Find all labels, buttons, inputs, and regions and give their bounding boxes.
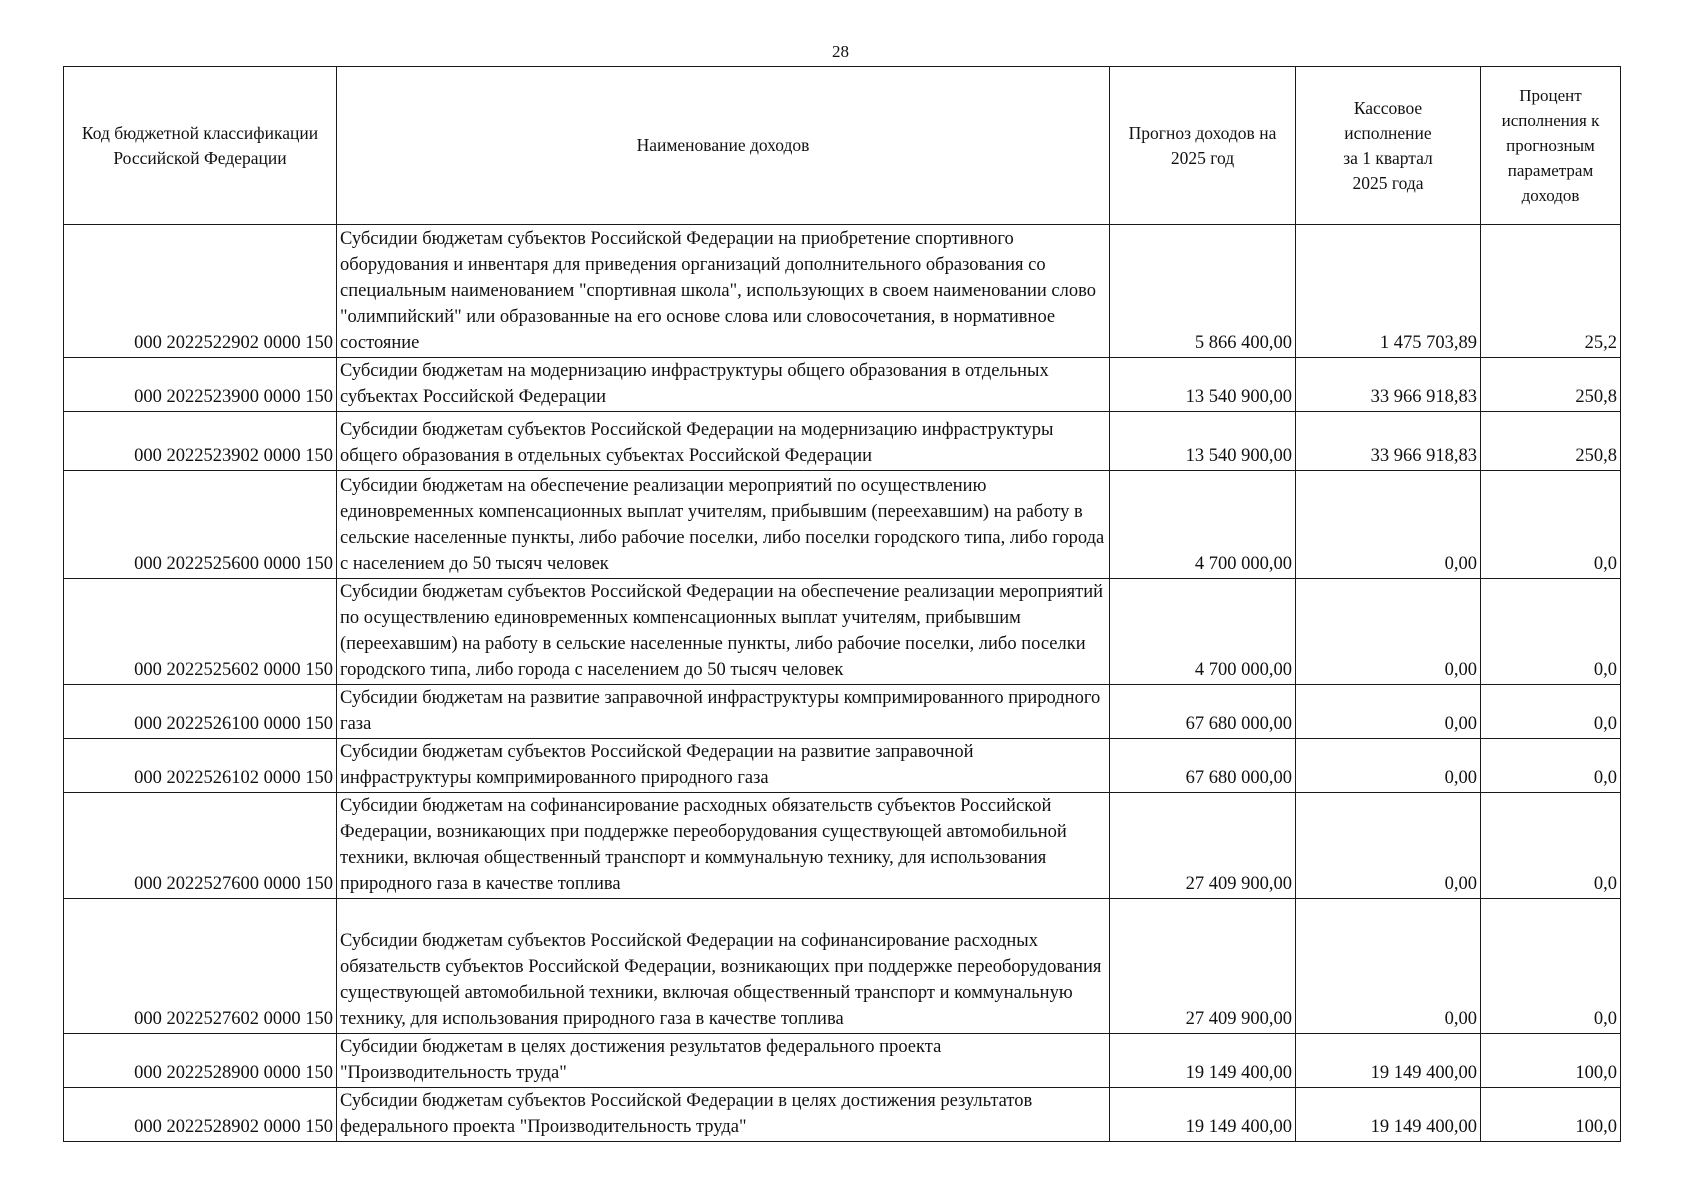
execution-cell: 0,00 xyxy=(1296,739,1481,793)
percent-cell: 100,0 xyxy=(1481,1034,1621,1088)
execution-cell: 1 475 703,89 xyxy=(1296,225,1481,358)
execution-cell: 0,00 xyxy=(1296,579,1481,685)
name-cell: Субсидии бюджетам на софинансирование расходных обязательств субъектов Российской Федерации, возникающих при поддержке переоборудования существующей автомобильной техники, включая общественный транспорт и коммунальную технику, для использования природного газа в качестве топлива xyxy=(337,793,1110,899)
execution-cell: 19 149 400,00 xyxy=(1296,1034,1481,1088)
table-row xyxy=(64,358,1621,412)
execution-cell: 0,00 xyxy=(1296,793,1481,899)
name-cell: Субсидии бюджетам субъектов Российской Федерации на модернизацию инфраструктуры общего образования в отдельных субъектах Российской Федерации xyxy=(337,412,1110,471)
percent-cell: 0,0 xyxy=(1481,579,1621,685)
page-number: 28 xyxy=(832,42,849,61)
name-cell: Субсидии бюджетам субъектов Российской Федерации на развитие заправочной инфраструктуры компримированного природного газа xyxy=(337,739,1110,793)
percent-cell: 0,0 xyxy=(1481,739,1621,793)
forecast-cell: 27 409 900,00 xyxy=(1110,899,1296,1034)
percent-cell: 0,0 xyxy=(1481,471,1621,579)
percent-cell: 0,0 xyxy=(1481,685,1621,739)
table-row xyxy=(64,412,1621,471)
code-cell: 000 2022527600 0000 150 xyxy=(64,793,337,899)
header-code: Код бюджетной классификации Российской Федерации xyxy=(64,67,337,225)
forecast-cell: 13 540 900,00 xyxy=(1110,412,1296,471)
table-row xyxy=(64,739,1621,793)
forecast-cell: 4 700 000,00 xyxy=(1110,579,1296,685)
code-cell: 000 2022523900 0000 150 xyxy=(64,358,337,412)
header-name: Наименование доходов xyxy=(337,67,1110,225)
table-row xyxy=(64,1034,1621,1088)
table-row xyxy=(64,471,1621,579)
name-cell: Субсидии бюджетам субъектов Российской Федерации на софинансирование расходных обязательств субъектов Российской Федерации, возникающих при поддержке переоборудования существующей автомобильной техники, включая общественный транспорт и коммунальную технику, для использования природного газа в качестве топлива xyxy=(337,899,1110,1034)
forecast-cell: 13 540 900,00 xyxy=(1110,358,1296,412)
header-forecast: Прогноз доходов на 2025 год xyxy=(1110,67,1296,225)
code-cell: 000 2022522902 0000 150 xyxy=(64,225,337,358)
forecast-cell: 67 680 000,00 xyxy=(1110,685,1296,739)
execution-cell: 0,00 xyxy=(1296,471,1481,579)
header-execution: Кассовое исполнение за 1 квартал 2025 года xyxy=(1296,67,1481,225)
name-cell: Субсидии бюджетам субъектов Российской Федерации в целях достижения результатов федерального проекта "Производительность труда" xyxy=(337,1088,1110,1142)
table-header-row xyxy=(64,67,1621,225)
execution-cell: 33 966 918,83 xyxy=(1296,412,1481,471)
name-cell: Субсидии бюджетам на развитие заправочной инфраструктуры компримированного природного газа xyxy=(337,685,1110,739)
revenue-table xyxy=(63,66,1621,1142)
name-cell: Субсидии бюджетам субъектов Российской Федерации на обеспечение реализации мероприятий по осуществлению единовременных компенсационных выплат учителям, прибывшим (переехавшим) на работу в сельские населенные пункты, либо рабочие поселки, либо поселки городского типа, либо города с населением до 50 тысяч человек xyxy=(337,579,1110,685)
table-row xyxy=(64,793,1621,899)
forecast-cell: 19 149 400,00 xyxy=(1110,1034,1296,1088)
execution-cell: 19 149 400,00 xyxy=(1296,1088,1481,1142)
code-cell: 000 2022528900 0000 150 xyxy=(64,1034,337,1088)
name-cell: Субсидии бюджетам в целях достижения результатов федерального проекта "Производительность труда" xyxy=(337,1034,1110,1088)
percent-cell: 25,2 xyxy=(1481,225,1621,358)
table-row xyxy=(64,1088,1621,1142)
code-cell: 000 2022523902 0000 150 xyxy=(64,412,337,471)
name-cell: Субсидии бюджетам на обеспечение реализации мероприятий по осуществлению единовременных компенсационных выплат учителям, прибывшим (переехавшим) на работу в сельские населенные пункты, либо рабочие поселки, либо поселки городского типа, либо города с населением до 50 тысяч человек xyxy=(337,471,1110,579)
forecast-cell: 19 149 400,00 xyxy=(1110,1088,1296,1142)
code-cell: 000 2022528902 0000 150 xyxy=(64,1088,337,1142)
code-cell: 000 2022525600 0000 150 xyxy=(64,471,337,579)
percent-cell: 0,0 xyxy=(1481,899,1621,1034)
percent-cell: 100,0 xyxy=(1481,1088,1621,1142)
forecast-cell: 27 409 900,00 xyxy=(1110,793,1296,899)
percent-cell: 0,0 xyxy=(1481,793,1621,899)
forecast-cell: 67 680 000,00 xyxy=(1110,739,1296,793)
code-cell: 000 2022526102 0000 150 xyxy=(64,739,337,793)
table-row xyxy=(64,579,1621,685)
name-cell: Субсидии бюджетам на модернизацию инфраструктуры общего образования в отдельных субъектах Российской Федерации xyxy=(337,358,1110,412)
code-cell: 000 2022525602 0000 150 xyxy=(64,579,337,685)
name-cell: Субсидии бюджетам субъектов Российской Федерации на приобретение спортивного оборудования и инвентаря для приведения организаций дополнительного образования со специальным наименованием "спортивная школа", использующих в своем наименовании слово "олимпийский" или образованные на его основе слова или словосочетания, в нормативное состояние xyxy=(337,225,1110,358)
table-row xyxy=(64,225,1621,358)
header-percent: Процент исполнения к прогнозным параметрам доходов xyxy=(1481,67,1621,225)
percent-cell: 250,8 xyxy=(1481,412,1621,471)
code-cell: 000 2022527602 0000 150 xyxy=(64,899,337,1034)
execution-cell: 0,00 xyxy=(1296,899,1481,1034)
code-cell: 000 2022526100 0000 150 xyxy=(64,685,337,739)
table-row xyxy=(64,899,1621,1034)
execution-cell: 0,00 xyxy=(1296,685,1481,739)
execution-cell: 33 966 918,83 xyxy=(1296,358,1481,412)
table-row xyxy=(64,685,1621,739)
forecast-cell: 4 700 000,00 xyxy=(1110,471,1296,579)
percent-cell: 250,8 xyxy=(1481,358,1621,412)
forecast-cell: 5 866 400,00 xyxy=(1110,225,1296,358)
table-body xyxy=(64,225,1621,1142)
